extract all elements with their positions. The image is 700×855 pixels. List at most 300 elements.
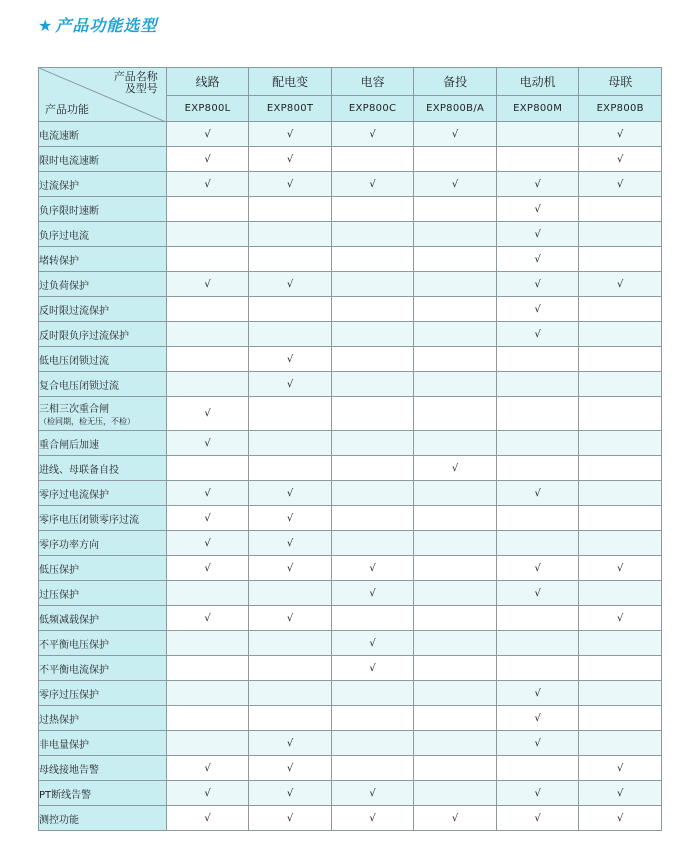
table-row: [39, 247, 662, 272]
function-name-cell: [39, 347, 167, 372]
check-cell: [331, 681, 414, 706]
check-mark-icon: √: [286, 537, 294, 549]
check-cell: [414, 631, 497, 656]
check-mark-icon: √: [534, 487, 541, 499]
check-cell: [166, 272, 249, 297]
check-cell: [414, 197, 497, 222]
check-cell: [496, 172, 579, 197]
check-cell: [331, 556, 414, 581]
check-cell: [166, 431, 249, 456]
function-name: 低电压闭锁过流: [39, 355, 109, 367]
function-name-cell: [39, 556, 167, 581]
function-name: 限时电流速断: [39, 155, 99, 167]
check-cell: [579, 197, 662, 222]
check-cell: [249, 397, 332, 431]
check-cell: [579, 247, 662, 272]
check-mark-icon: √: [369, 178, 376, 190]
check-cell: [331, 272, 414, 297]
check-cell: [249, 781, 332, 806]
check-cell: [496, 731, 579, 756]
function-name: 电流速断: [39, 130, 79, 142]
check-cell: [166, 506, 249, 531]
check-cell: [249, 531, 332, 556]
function-name-cell: [39, 172, 167, 197]
check-mark-icon: √: [617, 562, 624, 574]
check-mark-icon: √: [286, 487, 294, 499]
check-cell: [414, 506, 497, 531]
check-cell: [249, 506, 332, 531]
check-cell: [414, 122, 497, 147]
check-cell: [414, 781, 497, 806]
function-name: 不平衡电流保护: [39, 664, 109, 676]
check-mark-icon: √: [534, 278, 541, 290]
check-mark-icon: √: [369, 812, 376, 824]
check-cell: [496, 506, 579, 531]
check-mark-icon: √: [204, 512, 211, 524]
check-mark-icon: √: [286, 737, 294, 749]
check-cell: [579, 781, 662, 806]
check-cell: [579, 172, 662, 197]
page-title: [38, 14, 157, 38]
check-mark-icon: √: [534, 228, 541, 240]
check-cell: [166, 656, 249, 681]
check-mark-icon: √: [617, 612, 624, 624]
check-cell: [414, 297, 497, 322]
check-mark-icon: √: [204, 487, 211, 499]
check-mark-icon: √: [534, 587, 541, 599]
corner-header: [39, 68, 167, 122]
function-name-cell: [39, 681, 167, 706]
check-cell: [166, 631, 249, 656]
function-name: 进线、母联备自投: [39, 464, 119, 476]
function-name: 过负荷保护: [39, 280, 89, 292]
check-cell: [414, 556, 497, 581]
check-cell: [249, 197, 332, 222]
column-header-name: 配电变: [249, 68, 332, 96]
function-name: 低压保护: [39, 564, 79, 576]
check-cell: [331, 372, 414, 397]
check-cell: [496, 681, 579, 706]
check-cell: [496, 756, 579, 781]
check-cell: [496, 322, 579, 347]
check-cell: [414, 147, 497, 172]
table-row: [39, 731, 662, 756]
check-cell: [249, 706, 332, 731]
check-cell: [579, 147, 662, 172]
check-cell: [249, 222, 332, 247]
check-cell: [331, 481, 414, 506]
check-mark-icon: √: [617, 178, 624, 190]
table-row: [39, 397, 662, 431]
check-cell: [579, 456, 662, 481]
check-cell: [331, 322, 414, 347]
function-name-cell: [39, 756, 167, 781]
column-header-name: 母联: [579, 68, 662, 96]
check-cell: [579, 581, 662, 606]
check-mark-icon: √: [204, 562, 211, 574]
check-cell: [496, 372, 579, 397]
function-name: 复合电压闭锁过流: [39, 380, 119, 392]
table-row: [39, 297, 662, 322]
table-row: [39, 481, 662, 506]
function-name: 不平衡电压保护: [39, 639, 109, 651]
table-row: [39, 531, 662, 556]
check-mark-icon: √: [286, 128, 294, 140]
function-selection-table: [38, 67, 662, 831]
check-cell: [166, 122, 249, 147]
function-name: 非电量保护: [39, 739, 89, 751]
check-cell: [414, 481, 497, 506]
check-cell: [579, 431, 662, 456]
check-cell: [166, 247, 249, 272]
check-mark-icon: √: [369, 587, 376, 599]
check-cell: [331, 606, 414, 631]
function-name: 过压保护: [39, 589, 79, 601]
check-cell: [414, 706, 497, 731]
table-row: [39, 222, 662, 247]
function-name: 零序功率方向: [39, 539, 99, 551]
function-name-cell: [39, 606, 167, 631]
check-cell: [331, 222, 414, 247]
check-mark-icon: √: [286, 562, 294, 574]
check-mark-icon: √: [534, 812, 541, 824]
check-cell: [331, 431, 414, 456]
check-cell: [331, 172, 414, 197]
check-cell: [331, 806, 414, 831]
check-cell: [166, 606, 249, 631]
check-cell: [166, 706, 249, 731]
table-row: [39, 681, 662, 706]
function-name: PT断线告警: [39, 789, 92, 801]
check-cell: [249, 581, 332, 606]
check-mark-icon: √: [204, 762, 211, 774]
check-cell: [496, 272, 579, 297]
header-row-names: [39, 68, 662, 96]
check-cell: [166, 531, 249, 556]
function-name: 三相三次重合闸: [39, 404, 109, 415]
check-cell: [331, 506, 414, 531]
function-name-cell: [39, 397, 167, 431]
check-mark-icon: √: [286, 178, 294, 190]
check-mark-icon: √: [204, 612, 211, 624]
check-cell: [496, 781, 579, 806]
check-mark-icon: √: [204, 537, 211, 549]
function-name-cell: [39, 731, 167, 756]
corner-product-label: [114, 71, 158, 95]
check-cell: [414, 581, 497, 606]
check-mark-icon: √: [286, 512, 294, 524]
table-row: [39, 631, 662, 656]
check-cell: [331, 781, 414, 806]
table-row: [39, 506, 662, 531]
function-name: 重合闸后加速: [39, 439, 99, 451]
check-cell: [579, 481, 662, 506]
check-cell: [249, 606, 332, 631]
function-name: 零序过电流保护: [39, 489, 109, 501]
table-row: [39, 347, 662, 372]
function-name-cell: [39, 481, 167, 506]
check-cell: [496, 481, 579, 506]
check-cell: [579, 372, 662, 397]
table-row: [39, 806, 662, 831]
check-cell: [249, 756, 332, 781]
check-cell: [249, 806, 332, 831]
check-cell: [249, 347, 332, 372]
table-row: [39, 581, 662, 606]
check-cell: [166, 806, 249, 831]
function-name-cell: [39, 322, 167, 347]
function-name: 反时限过流保护: [39, 305, 109, 317]
function-name-cell: [39, 456, 167, 481]
check-cell: [249, 656, 332, 681]
check-mark-icon: √: [617, 812, 624, 824]
check-mark-icon: √: [369, 662, 376, 674]
check-mark-icon: √: [451, 812, 459, 824]
check-mark-icon: √: [286, 612, 294, 624]
check-mark-icon: √: [369, 562, 376, 574]
check-cell: [414, 756, 497, 781]
column-header-model: EXP800B/A: [414, 96, 497, 122]
star-icon: ★: [38, 16, 54, 35]
check-cell: [496, 656, 579, 681]
check-mark-icon: √: [286, 812, 294, 824]
table-row: [39, 556, 662, 581]
check-cell: [496, 222, 579, 247]
column-header-model: EXP800L: [166, 96, 249, 122]
check-cell: [414, 172, 497, 197]
check-cell: [166, 222, 249, 247]
check-cell: [166, 781, 249, 806]
function-name-cell: [39, 431, 167, 456]
check-cell: [414, 531, 497, 556]
check-cell: [579, 297, 662, 322]
function-name-cell: [39, 122, 167, 147]
function-name-cell: [39, 506, 167, 531]
check-mark-icon: √: [286, 762, 294, 774]
table-row: [39, 606, 662, 631]
check-cell: [331, 531, 414, 556]
check-cell: [414, 656, 497, 681]
check-cell: [166, 756, 249, 781]
check-cell: [496, 456, 579, 481]
function-name: 低频减载保护: [39, 614, 99, 626]
check-cell: [579, 272, 662, 297]
check-mark-icon: √: [617, 153, 624, 165]
check-cell: [331, 297, 414, 322]
check-cell: [249, 631, 332, 656]
check-cell: [496, 397, 579, 431]
check-cell: [331, 122, 414, 147]
check-cell: [166, 147, 249, 172]
check-mark-icon: √: [204, 153, 211, 165]
check-cell: [249, 372, 332, 397]
check-cell: [414, 272, 497, 297]
check-cell: [166, 731, 249, 756]
check-mark-icon: √: [286, 278, 294, 290]
check-cell: [496, 531, 579, 556]
check-cell: [579, 397, 662, 431]
check-cell: [579, 656, 662, 681]
check-cell: [249, 297, 332, 322]
check-cell: [496, 147, 579, 172]
check-mark-icon: √: [451, 128, 459, 140]
check-mark-icon: √: [617, 787, 624, 799]
function-note: （检同期，检无压，不检）: [39, 417, 135, 426]
check-cell: [496, 556, 579, 581]
function-name: 过流保护: [39, 180, 79, 192]
check-mark-icon: √: [534, 712, 541, 724]
check-mark-icon: √: [204, 437, 211, 449]
check-cell: [166, 397, 249, 431]
table-row: [39, 322, 662, 347]
check-cell: [579, 122, 662, 147]
column-header-model: EXP800B: [579, 96, 662, 122]
check-cell: [166, 481, 249, 506]
function-name: 母线接地告警: [39, 764, 99, 776]
check-mark-icon: √: [534, 562, 541, 574]
check-cell: [579, 531, 662, 556]
check-cell: [249, 247, 332, 272]
function-name-cell: [39, 247, 167, 272]
check-mark-icon: √: [534, 787, 541, 799]
check-cell: [579, 756, 662, 781]
check-cell: [496, 631, 579, 656]
table-body: [39, 122, 662, 831]
function-name-cell: [39, 372, 167, 397]
check-cell: [166, 172, 249, 197]
check-mark-icon: √: [451, 462, 459, 474]
check-cell: [166, 556, 249, 581]
check-mark-icon: √: [286, 378, 294, 390]
check-cell: [331, 756, 414, 781]
check-cell: [414, 247, 497, 272]
function-name: 过热保护: [39, 714, 79, 726]
check-mark-icon: √: [204, 408, 211, 419]
function-name: 负序限时速断: [39, 205, 99, 217]
column-header-name: 电容: [331, 68, 414, 96]
check-cell: [166, 322, 249, 347]
table-row: [39, 147, 662, 172]
function-name: 负序过电流: [39, 230, 89, 242]
check-mark-icon: √: [617, 128, 624, 140]
check-cell: [414, 222, 497, 247]
check-mark-icon: √: [204, 787, 211, 799]
check-cell: [579, 506, 662, 531]
table-row: [39, 706, 662, 731]
check-cell: [331, 397, 414, 431]
function-name-cell: [39, 781, 167, 806]
check-mark-icon: √: [286, 153, 294, 165]
check-mark-icon: √: [204, 178, 211, 190]
check-cell: [331, 706, 414, 731]
check-cell: [166, 581, 249, 606]
check-mark-icon: √: [534, 203, 541, 215]
table-row: [39, 197, 662, 222]
check-cell: [331, 581, 414, 606]
check-cell: [331, 247, 414, 272]
corner-product-line1: 产品名称: [113, 70, 158, 83]
function-name: 零序电压闭锁零序过流: [39, 514, 139, 526]
check-cell: [249, 731, 332, 756]
check-cell: [579, 631, 662, 656]
table-row: [39, 431, 662, 456]
table-row: [39, 172, 662, 197]
check-mark-icon: √: [534, 303, 541, 315]
check-cell: [331, 197, 414, 222]
table-row: [39, 781, 662, 806]
check-cell: [331, 456, 414, 481]
check-mark-icon: √: [534, 737, 541, 749]
check-mark-icon: √: [534, 328, 541, 340]
check-cell: [414, 606, 497, 631]
check-mark-icon: √: [369, 787, 376, 799]
function-name: 测控功能: [39, 814, 79, 826]
function-name-cell: [39, 631, 167, 656]
check-cell: [331, 631, 414, 656]
function-name-cell: [39, 656, 167, 681]
check-cell: [579, 322, 662, 347]
column-header-model: EXP800T: [249, 96, 332, 122]
check-cell: [414, 372, 497, 397]
check-cell: [249, 681, 332, 706]
check-mark-icon: √: [369, 128, 376, 140]
check-mark-icon: √: [369, 637, 376, 649]
check-cell: [496, 806, 579, 831]
column-header-name: 线路: [166, 68, 249, 96]
table-row: [39, 122, 662, 147]
check-cell: [249, 556, 332, 581]
column-header-name: 备投: [414, 68, 497, 96]
check-mark-icon: √: [286, 353, 294, 365]
check-cell: [166, 681, 249, 706]
check-cell: [496, 122, 579, 147]
check-cell: [414, 681, 497, 706]
check-cell: [414, 806, 497, 831]
check-cell: [579, 606, 662, 631]
check-cell: [414, 431, 497, 456]
check-mark-icon: √: [286, 787, 294, 799]
check-cell: [166, 372, 249, 397]
check-cell: [579, 556, 662, 581]
column-header-name: 电动机: [496, 68, 579, 96]
check-cell: [166, 456, 249, 481]
function-name-cell: [39, 806, 167, 831]
check-cell: [331, 731, 414, 756]
page-title-text: 产品功能选型: [55, 16, 158, 35]
check-cell: [249, 122, 332, 147]
corner-function-label: 产品功能: [45, 103, 89, 116]
table-row: [39, 656, 662, 681]
check-cell: [249, 456, 332, 481]
column-header-model: EXP800C: [331, 96, 414, 122]
check-cell: [496, 706, 579, 731]
column-header-model: EXP800M: [496, 96, 579, 122]
function-name-cell: [39, 706, 167, 731]
check-mark-icon: √: [617, 278, 624, 290]
function-name-cell: [39, 222, 167, 247]
function-name-cell: [39, 197, 167, 222]
check-cell: [414, 456, 497, 481]
check-cell: [414, 731, 497, 756]
check-cell: [249, 172, 332, 197]
check-cell: [331, 147, 414, 172]
check-cell: [579, 731, 662, 756]
check-mark-icon: √: [204, 812, 211, 824]
check-cell: [579, 347, 662, 372]
table-row: [39, 756, 662, 781]
check-cell: [166, 297, 249, 322]
check-cell: [496, 297, 579, 322]
